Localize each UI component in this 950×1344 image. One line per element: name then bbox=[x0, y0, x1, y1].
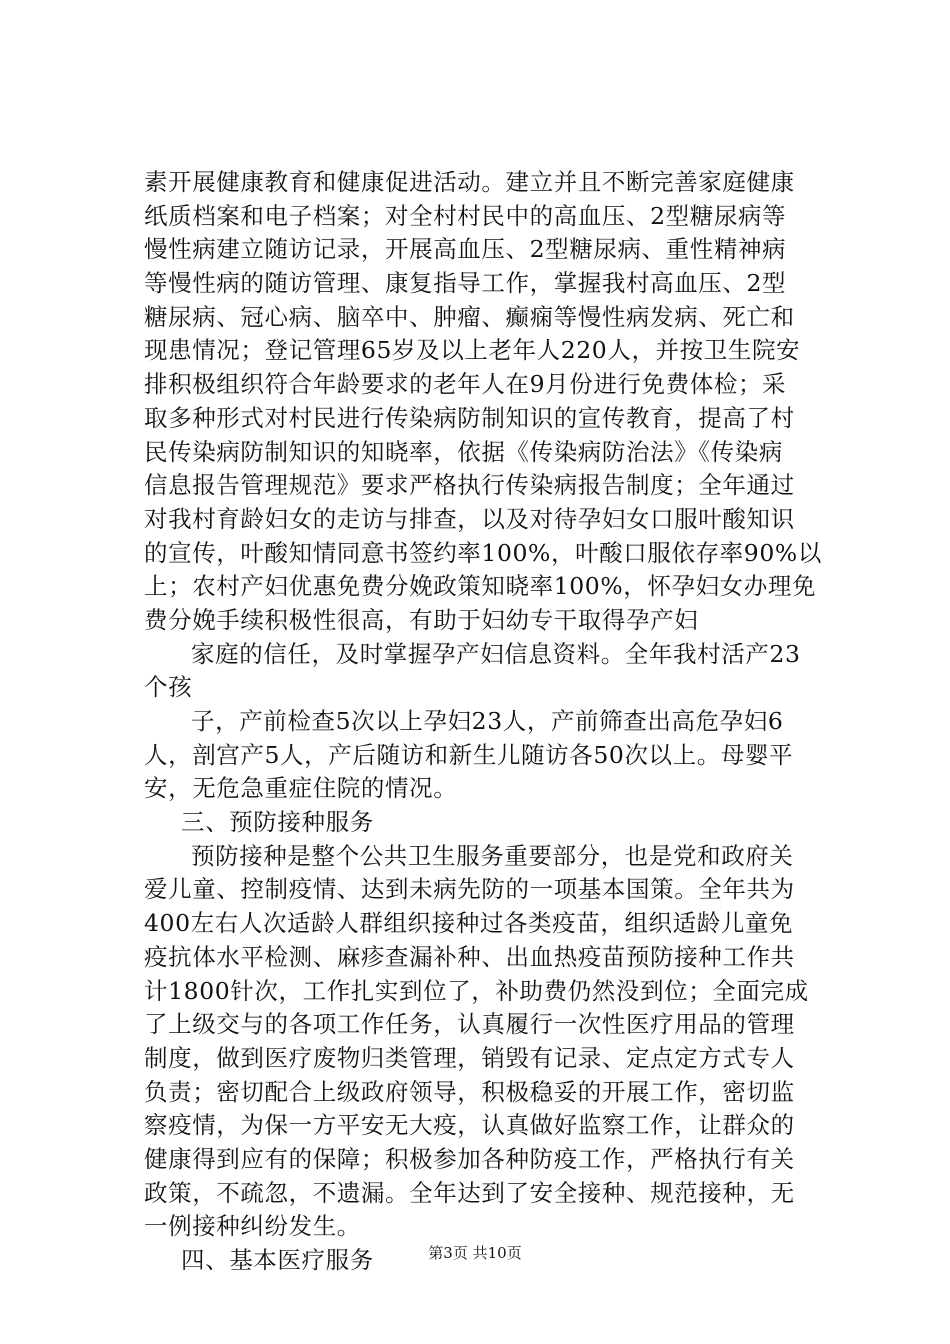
text-line: 疫抗体水平检测、麻疹查漏补种、出血热疫苗预防接种工作共 bbox=[144, 942, 795, 971]
text-line: 负责；密切配合上级政府领导，积极稳妥的开展工作，密切监 bbox=[144, 1077, 795, 1106]
text-line: 等慢性病的随访管理、康复指导工作，掌握我村高血压、2型 bbox=[144, 269, 787, 298]
text-line: 民传染病防制知识的知晓率，依据《传染病防治法》《传染病 bbox=[144, 437, 783, 466]
document-body bbox=[144, 166, 836, 1278]
text-line: 家庭的信任，及时掌握孕产妇信息资料。全年我村活产23 bbox=[191, 639, 801, 668]
text-line: 爱儿童、控制疫情、达到未病先防的一项基本国策。全年共为 bbox=[144, 875, 795, 904]
text-line: 安，无危急重症住院的情况。 bbox=[144, 774, 458, 803]
text-line: 信息报告管理规范》要求严格执行传染病报告制度；全年通过 bbox=[144, 471, 795, 500]
text-line: 察疫情，为保一方平安无大疫，认真做好监察工作，让群众的 bbox=[144, 1111, 795, 1140]
text-line: 排积极组织符合年龄要求的老年人在9月份进行免费体检；采 bbox=[144, 370, 787, 399]
page-footer: 第3页 共10页 bbox=[428, 1244, 522, 1262]
text-line: 现患情况；登记管理65岁及以上老年人220人，并按卫生院安 bbox=[144, 336, 801, 365]
text-line: 素开展健康教育和健康促进活动。建立并且不断完善家庭健康 bbox=[144, 168, 795, 196]
text-line: 制度，做到医疗废物归类管理，销毁有记录、定点定方式专人 bbox=[144, 1043, 795, 1072]
text-line: 上；农村产妇优惠免费分娩政策知晓率100%，怀孕妇女办理免 bbox=[144, 572, 817, 601]
text-line: 对我村育龄妇女的走访与排查，以及对待孕妇女口服叶酸知识 bbox=[144, 504, 795, 533]
section-heading: 四、基本医疗服务 bbox=[181, 1246, 374, 1274]
text-line: 预防接种是整个公共卫生服务重要部分，也是党和政府关 bbox=[191, 841, 794, 870]
text-line: 人，剖宫产5人，产后随访和新生儿随访各50次以上。母婴平 bbox=[144, 740, 794, 769]
text-line: 费分娩手续积极性很高，有助于妇幼专干取得孕产妇 bbox=[144, 605, 699, 634]
text-line: 糖尿病、冠心病、脑卒中、肿瘤、癫痫等慢性病发病、死亡和 bbox=[144, 302, 795, 331]
text-line: 政策，不疏忽，不遗漏。全年达到了安全接种、规范接种，无 bbox=[144, 1178, 795, 1207]
text-line: 400左右人次适龄人群组织接种过各类疫苗，组织适龄儿童免 bbox=[144, 909, 794, 938]
text-line: 取多种形式对村民进行传染病防制知识的宣传教育，提高了村 bbox=[144, 403, 795, 432]
text-line: 纸质档案和电子档案；对全村村民中的高血压、2型糖尿病等 bbox=[144, 201, 787, 230]
text-line: 一例接种纠纷发生。 bbox=[144, 1212, 361, 1241]
text-line: 慢性病建立随访记录，开展高血压、2型糖尿病、重性精神病 bbox=[144, 235, 787, 264]
text-line: 了上级交与的各项工作任务，认真履行一次性医疗用品的管理 bbox=[144, 1010, 795, 1039]
text-line: 的宣传，叶酸知情同意书签约率100%，叶酸口服依存率90%以 bbox=[144, 538, 822, 567]
text-line: 子，产前检查5次以上孕妇23人，产前筛查出高危孕妇6 bbox=[191, 707, 784, 735]
text-line: 个孩 bbox=[144, 673, 193, 702]
text-line: 计1800针次，工作扎实到位了，补助费仍然没到位；全面完成 bbox=[144, 976, 809, 1005]
section-heading: 三、预防接种服务 bbox=[181, 808, 374, 837]
text-line: 健康得到应有的保障；积极参加各种防疫工作，严格执行有关 bbox=[144, 1144, 795, 1173]
